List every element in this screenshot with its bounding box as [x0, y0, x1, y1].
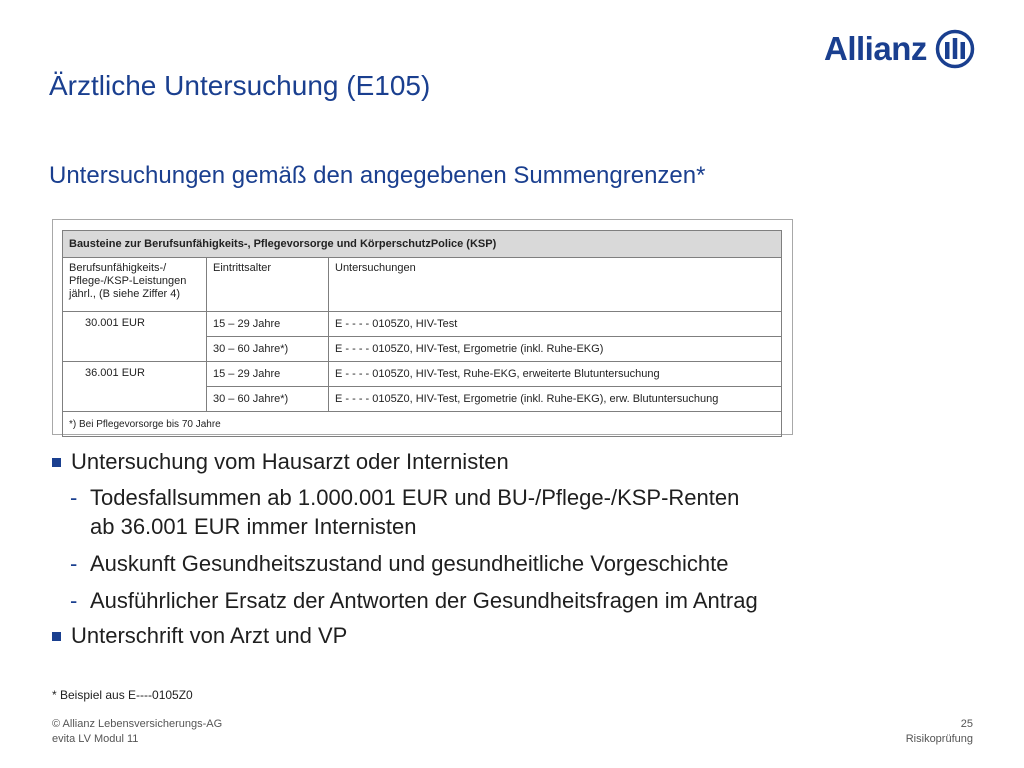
table-row [63, 312, 782, 337]
amount-cell: 30.001 EUR [63, 312, 207, 362]
age-cell: 15 – 29 Jahre [207, 362, 329, 387]
allianz-eagle-icon [935, 29, 975, 69]
bullet-list [52, 449, 952, 657]
square-bullet-icon [52, 458, 61, 467]
footer-left [52, 717, 222, 747]
age-cell: 30 – 60 Jahre*) [207, 387, 329, 412]
footer-right [906, 717, 973, 747]
table-footnote-row [63, 412, 782, 437]
col-header-exam: Untersuchungen [329, 258, 782, 312]
age-cell: 30 – 60 Jahre*) [207, 337, 329, 362]
table-row [63, 362, 782, 387]
sub-bullet-item [70, 549, 952, 578]
table-header-row [63, 231, 782, 258]
sub-bullet-text: Auskunft Gesundheitszustand und gesundheitliche Vorgeschichte [90, 551, 729, 576]
allianz-logo [824, 28, 975, 70]
column-header-row [63, 258, 782, 312]
footer-module: evita LV Modul 11 [52, 733, 139, 745]
bullet-text: Untersuchung vom Hausarzt oder Internisten [71, 449, 509, 474]
table-footnote: *) Bei Pflegevorsorge bis 70 Jahre [63, 412, 782, 437]
sub-bullet-text: Todesfallsummen ab 1.000.001 EUR und BU-/Pflege-/KSP-Renten ab 36.001 EUR immer Internisten [90, 485, 740, 539]
col-header-age: Eintrittsalter [207, 258, 329, 312]
page-number: 25 [960, 718, 973, 730]
dash-bullet-icon: - [70, 485, 78, 510]
dash-bullet-icon: - [70, 551, 78, 576]
exam-cell: E - - - - 0105Z0, HIV-Test, Ergometrie (inkl. Ruhe-EKG) [329, 337, 782, 362]
table-title: Bausteine zur Berufsunfähigkeits-, Pflegevorsorge und KörperschutzPolice (KSP) [63, 231, 782, 258]
bullet-text: Unterschrift von Arzt und VP [71, 623, 348, 648]
age-cell: 15 – 29 Jahre [207, 312, 329, 337]
exam-cell: E - - - - 0105Z0, HIV-Test [329, 312, 782, 337]
sub-bullet-item [70, 586, 952, 615]
slide-footnote: * Beispiel aus E----0105Z0 [52, 688, 193, 702]
footer-section: Risikoprüfung [905, 733, 973, 745]
logo-wordmark: Allianz [824, 30, 927, 67]
footer-copyright: © Allianz Lebensversicherungs-AG [52, 718, 223, 730]
exam-cell: E - - - - 0105Z0, HIV-Test, Ruhe-EKG, erweiterte Blutuntersuchung [329, 362, 782, 387]
slide-subtitle: Untersuchungen gemäß den angegebenen Summengrenzen* [49, 162, 706, 189]
amount-cell: 36.001 EUR [63, 362, 207, 412]
bullet-item [52, 449, 952, 475]
slide-title: Ärztliche Untersuchung (E105) [49, 70, 431, 101]
dash-bullet-icon: - [70, 588, 78, 613]
bullet-item [52, 623, 952, 649]
sub-bullet-item [70, 483, 952, 541]
exam-cell: E - - - - 0105Z0, HIV-Test, Ergometrie (inkl. Ruhe-EKG), erw. Blutuntersuchung [329, 387, 782, 412]
col-header-benefit: Berufsunfähigkeits-/ Pflege-/KSP-Leistungen jährl., (B siehe Ziffer 4) [63, 258, 207, 312]
square-bullet-icon [52, 632, 61, 641]
ksp-exam-table [62, 230, 782, 437]
sub-bullet-text: Ausführlicher Ersatz der Antworten der Gesundheitsfragen im Antrag [90, 588, 758, 613]
